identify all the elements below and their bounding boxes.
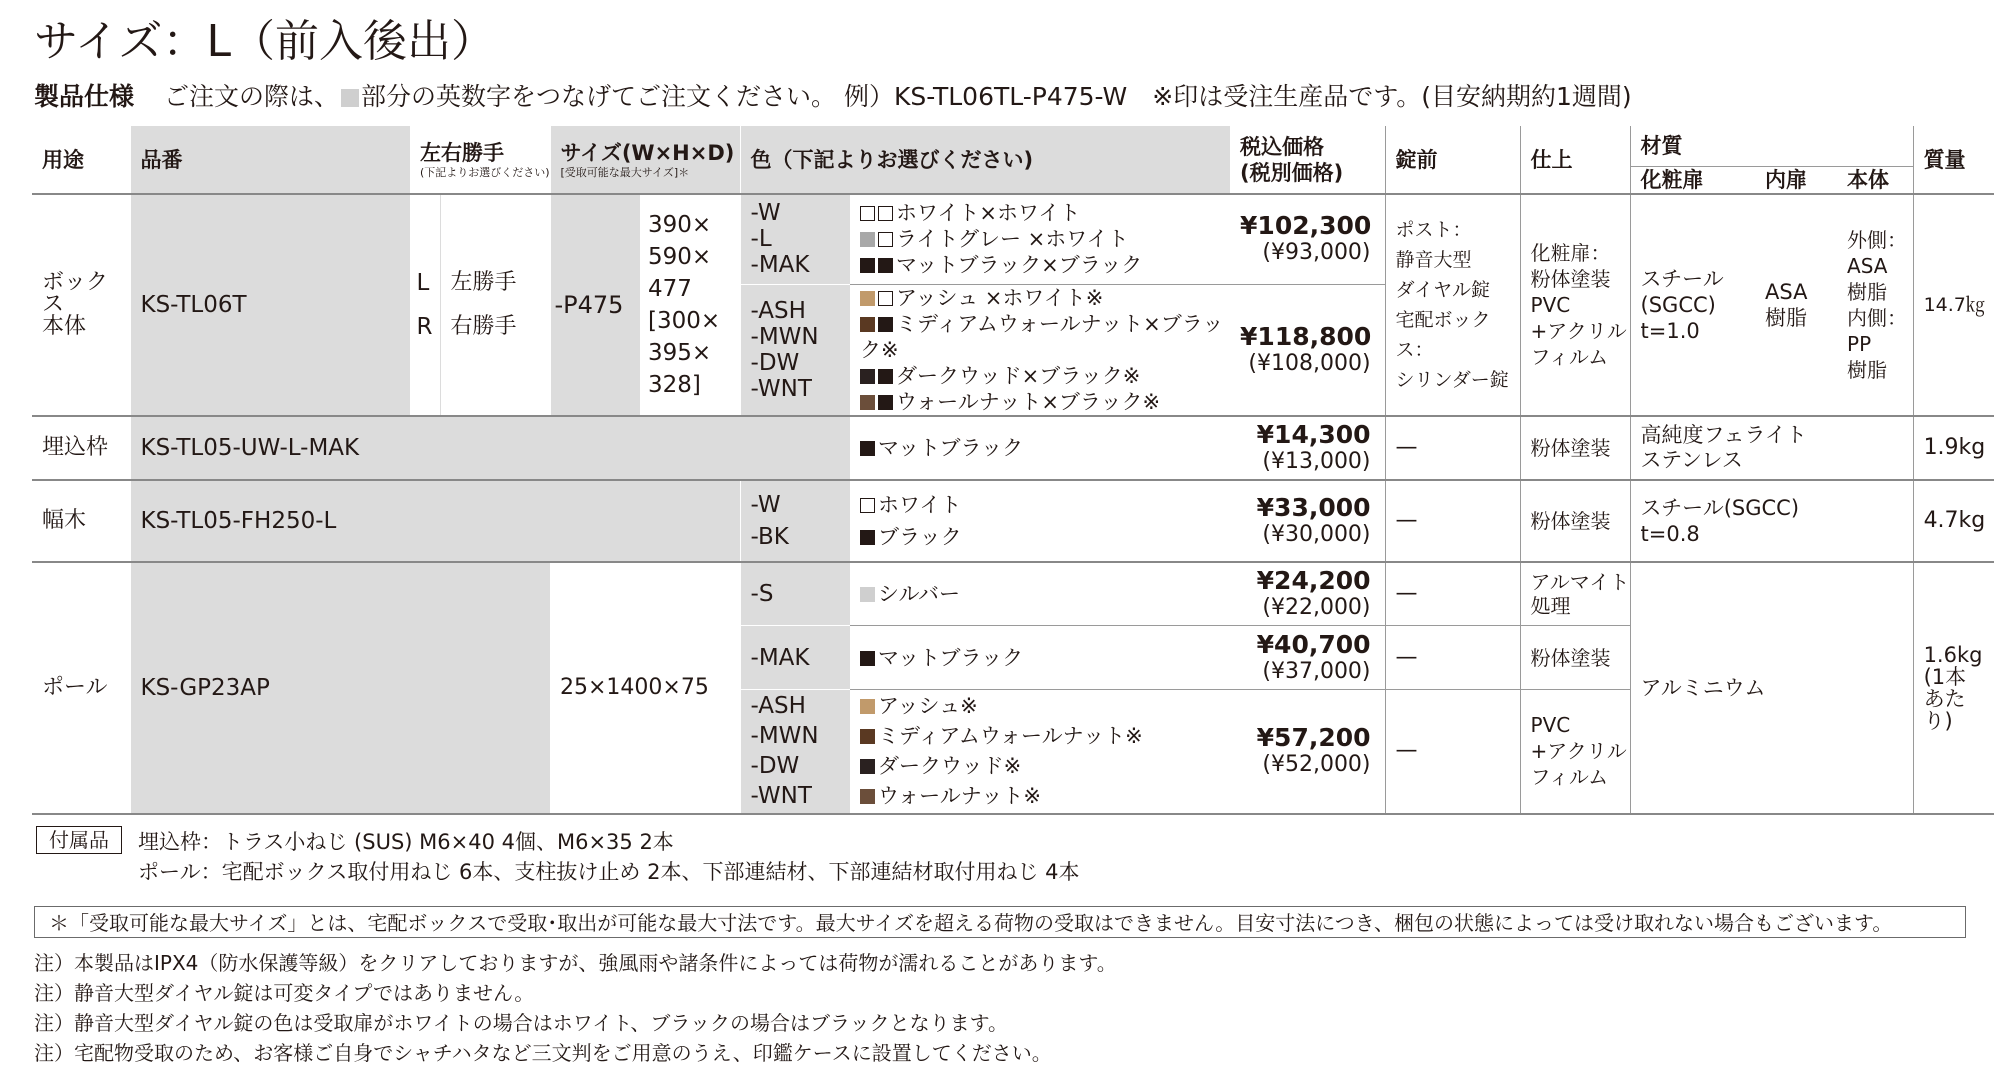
- baseboard-finish: 粉体塗装: [1520, 480, 1630, 562]
- box-group2-codes: -ASH -MWN -DW -WNT: [740, 284, 850, 416]
- pole-r3-codes: -ASH -MWN -DW -WNT: [740, 690, 850, 814]
- spec-text-before: ご注文の際は、: [164, 82, 340, 111]
- pole-r2-price: ¥40,700 (¥37,000): [1230, 626, 1385, 690]
- frame-part-no: KS-TL05-UW-L-MAK: [130, 416, 850, 480]
- pole-r2-finish: 粉体塗装: [1520, 626, 1630, 690]
- spec-text-after: 部分の英数字をつなげてご注文ください。 例）KS-TL06TL-P475-W ※印は受注生産品です。(目安納期約1週間): [361, 82, 1632, 111]
- pole-size: 25×1400×75: [550, 562, 740, 814]
- frame-material: 高純度フェライト ステンレス: [1630, 416, 1913, 480]
- size-note: ＊「受取可能な最大サイズ」とは、宅配ボックスで受取･取出が可能な最大寸法です。最大サイズを超える荷物の受取はできません。目安寸法につき、梱包の状態によっては受け取れない場合もございます。: [34, 906, 1966, 938]
- baseboard-weight: 4.7kg: [1913, 480, 1994, 562]
- list-item: ダークウッド※: [860, 751, 1230, 781]
- baseboard-usage: 幅木: [32, 480, 130, 562]
- pole-r2-lock: —: [1385, 626, 1520, 690]
- pole-r2-code: -MAK: [740, 626, 850, 690]
- box-mat-front: スチール (SGCC) t=1.0: [1630, 194, 1755, 416]
- black-swatch-icon: [878, 369, 893, 384]
- gray-square-icon: [341, 89, 359, 107]
- white-swatch-icon: [878, 232, 893, 247]
- black-swatch-icon: [860, 651, 875, 666]
- black-swatch-icon: [860, 258, 875, 273]
- frame-price: ¥14,300 (¥13,000): [1230, 416, 1385, 480]
- pole-material: アルミニウム: [1630, 562, 1913, 814]
- pole-weight: 1.6kg (1本 あたり): [1913, 562, 1994, 814]
- header-lock: 錠前: [1385, 126, 1520, 194]
- header-usage: 用途: [32, 126, 130, 194]
- box-mat-inner: ASA 樹脂: [1765, 279, 1808, 330]
- table-row-box-1: [32, 194, 1994, 284]
- box-group1-colors: [850, 194, 1230, 284]
- black-swatch-icon: [878, 258, 893, 273]
- list-item: ブラック: [860, 521, 1230, 553]
- list-item: ウォールナット※: [860, 781, 1230, 811]
- list-item: ライトグレー ×ホワイト: [860, 226, 1230, 252]
- table-row-frame: [32, 416, 1994, 480]
- baseboard-colors: [850, 480, 1230, 562]
- list-item: ダークウッド×ブラック※: [860, 363, 1230, 389]
- note-item: 注）本製品はIPX4（防水保護等級）をクリアしておりますが、強風雨や諸条件によっては荷物が濡れることがあります。: [34, 951, 1117, 975]
- frame-finish: 粉体塗装: [1520, 416, 1630, 480]
- pole-r1-color: シルバー: [850, 562, 1230, 626]
- baseboard-lock: —: [1385, 480, 1520, 562]
- note-item: 注）静音大型ダイヤル錠の色は受取扉がホワイトの場合はホワイト、ブラックの場合はブラックとなります。: [34, 1011, 1008, 1035]
- header-mat-front: 化粧扉: [1630, 166, 1755, 194]
- box-lock: ポスト： 静音大型 ダイヤル錠 宅配ボックス： シリンダー錠: [1385, 194, 1520, 416]
- table-row-pole-1: [32, 562, 1994, 626]
- box-group2-colors: [850, 284, 1230, 416]
- white-swatch-icon: [878, 206, 893, 221]
- header-material: 材質: [1630, 126, 1913, 166]
- pole-r1-price: ¥24,200 (¥22,000): [1230, 562, 1385, 626]
- box-weight: 14.7㎏: [1913, 194, 1994, 416]
- box-size-code: -P475: [550, 194, 640, 416]
- list-item: ウォールナット×ブラック※: [860, 389, 1230, 415]
- spec-table: [32, 126, 1994, 815]
- white-swatch-icon: [878, 291, 893, 306]
- white-swatch-icon: [860, 498, 875, 513]
- black-swatch-icon: [860, 530, 875, 545]
- accessories-line-2: ポール：宅配ボックス取付用ねじ 6本、支柱抜け止め 2本、下部連結材、下部連結材取付用ねじ 4本: [138, 860, 1080, 884]
- medium-walnut-swatch-icon: [860, 317, 875, 332]
- box-mat-body: 外側： ASA 樹脂 内側： PP 樹脂: [1847, 227, 1908, 382]
- frame-weight: 1.9kg: [1913, 416, 1994, 480]
- box-size-values: 390× 590× 477 [300× 395× 328]: [648, 211, 721, 398]
- box-group2-price: ¥118,800 (¥108,000): [1230, 284, 1385, 416]
- header-color: 色（下記よりお選びください): [740, 126, 1230, 194]
- header-size: サイズ(W×H×D) [受取可能な最大サイズ]＊: [550, 126, 740, 194]
- dark-wood-swatch-icon: [860, 369, 875, 384]
- notes-list: [34, 948, 1117, 1068]
- box-hand-labels: 左勝手 右勝手: [450, 269, 517, 339]
- box-usage: ボックス 本体: [42, 269, 109, 339]
- baseboard-part-no: KS-TL05-FH250-L: [130, 480, 740, 562]
- header-weight: 質量: [1913, 126, 1994, 194]
- walnut-swatch-icon: [860, 789, 875, 804]
- light-gray-swatch-icon: [860, 232, 875, 247]
- walnut-swatch-icon: [860, 395, 875, 410]
- frame-lock: —: [1385, 416, 1520, 480]
- pole-r1-lock: —: [1385, 562, 1520, 626]
- silver-swatch-icon: [860, 587, 875, 602]
- list-item: ミディアムウォールナット×ブラック※: [860, 311, 1224, 362]
- pole-part-no: KS-GP23AP: [130, 562, 550, 814]
- pole-r3-price: ¥57,200 (¥52,000): [1230, 690, 1385, 814]
- header-price: 税込価格 (税別価格): [1230, 126, 1385, 194]
- header-hand: 左右勝手 (下記よりお選びください): [410, 126, 550, 194]
- list-item: ホワイト: [860, 489, 1230, 521]
- list-item: アッシュ※: [860, 691, 1230, 721]
- pole-r3-finish: PVC +アクリル フィルム: [1520, 690, 1630, 814]
- accessories-line-1: 埋込枠：トラス小ねじ (SUS) M6×40 4個、M6×35 2本: [138, 830, 674, 854]
- ash-swatch-icon: [860, 291, 875, 306]
- black-swatch-icon: [878, 395, 893, 410]
- box-part-no: KS-TL06T: [130, 194, 410, 416]
- pole-r1-finish: アルマイト 処理: [1520, 562, 1630, 626]
- black-swatch-icon: [878, 317, 893, 332]
- header-mat-body: 本体: [1837, 166, 1913, 194]
- medium-walnut-swatch-icon: [860, 729, 875, 744]
- list-item: ホワイト×ホワイト: [860, 200, 1230, 226]
- list-item: アッシュ ×ホワイト※: [860, 285, 1230, 311]
- note-item: 注）宅配物受取のため、お客様ご自身でシャチハタなど三文判をご用意のうえ、印鑑ケースに設置してください。: [34, 1041, 1052, 1065]
- table-row-baseboard: [32, 480, 1994, 562]
- header-row: [32, 126, 1994, 166]
- accessories-label: 付属品: [36, 826, 122, 854]
- pole-r3-lock: —: [1385, 690, 1520, 814]
- box-group1-codes: -W -L -MAK: [740, 194, 850, 284]
- header-finish: 仕上: [1520, 126, 1630, 194]
- list-item: マットブラック×ブラック: [860, 252, 1230, 278]
- white-swatch-icon: [860, 206, 875, 221]
- page-title: サイズ：L（前入後出）: [34, 16, 495, 67]
- pole-usage: ポール: [32, 562, 130, 814]
- baseboard-price: ¥33,000 (¥30,000): [1230, 480, 1385, 562]
- box-hand-codes: L R: [410, 194, 440, 416]
- black-swatch-icon: [860, 441, 875, 456]
- box-group1-price: ¥102,300 (¥93,000): [1240, 211, 1372, 266]
- header-part-no: 品番: [130, 126, 410, 194]
- spec-instruction: [34, 80, 1632, 114]
- pole-r2-color: マットブラック: [850, 626, 1230, 690]
- baseboard-codes: -W -BK: [740, 480, 850, 562]
- list-item: ミディアムウォールナット※: [860, 721, 1230, 751]
- dark-wood-swatch-icon: [860, 759, 875, 774]
- spec-label: 製品仕様: [34, 82, 135, 111]
- pole-r3-colors: [850, 690, 1230, 814]
- box-finish: 化粧扉： 粉体塗装 PVC +アクリル フィルム: [1520, 194, 1630, 416]
- baseboard-material: スチール(SGCC) t=0.8: [1630, 480, 1913, 562]
- frame-usage: 埋込枠: [32, 416, 130, 480]
- note-item: 注）静音大型ダイヤル錠は可変タイプではありません。: [34, 981, 535, 1005]
- ash-swatch-icon: [860, 699, 875, 714]
- pole-r1-code: -S: [740, 562, 850, 626]
- header-mat-inner: 内扉: [1755, 166, 1837, 194]
- frame-color: マットブラック: [850, 416, 1230, 480]
